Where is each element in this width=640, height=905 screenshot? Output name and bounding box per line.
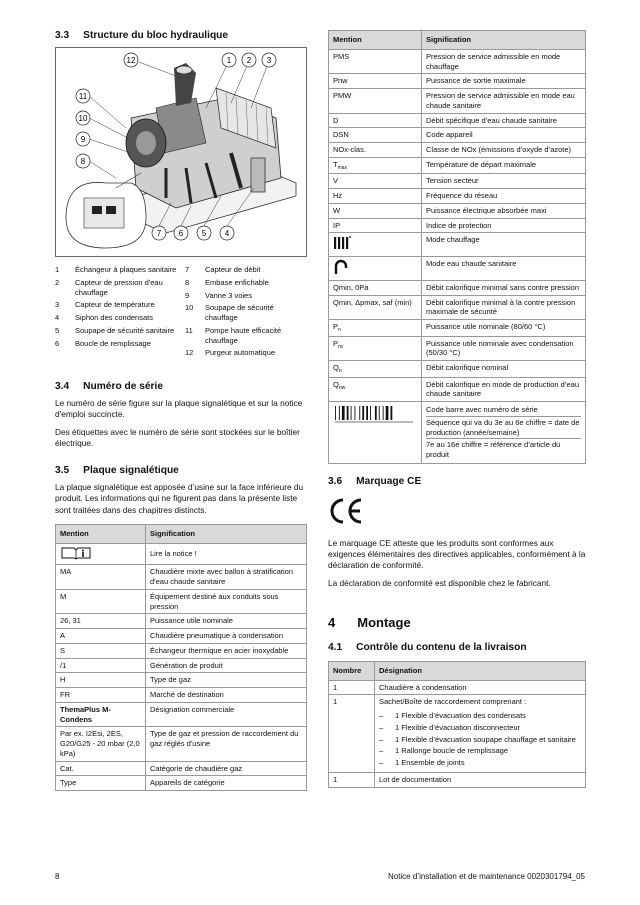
table-row <box>56 643 307 658</box>
callout-12-label: 12 <box>126 56 136 65</box>
signification-cell <box>146 688 307 703</box>
table-row <box>329 233 586 257</box>
signification-text: Puissance utile nominale <box>150 616 233 626</box>
table-row-barcode <box>329 402 586 464</box>
signification-text: Classe de NOx (émissions d’oxyde d’azote) <box>426 145 572 154</box>
legend-item: 9 Vanne 3 voies <box>185 290 252 300</box>
mention-cell <box>329 218 422 233</box>
callout-8-label: 8 <box>80 157 86 166</box>
signification-text: Pression de service admissible en mode chauffage <box>426 51 561 71</box>
table-row <box>56 629 307 644</box>
data-plate-table-continued <box>328 30 586 464</box>
mention-text: 26, 31 <box>60 616 81 626</box>
radiator-icon <box>333 244 351 253</box>
table-row <box>329 174 586 189</box>
barcode-icon <box>333 419 417 428</box>
left-column <box>55 30 307 791</box>
signification-cell <box>422 233 586 257</box>
mention-cell <box>56 776 146 791</box>
table-row <box>329 74 586 89</box>
legend-item: 1 Échangeur à plaques sanitaire <box>55 265 177 274</box>
signification-text: Tension secteur <box>426 176 479 186</box>
barcode-description-line: Code barre avec numéro de série <box>426 405 538 414</box>
mention-cell <box>329 280 422 295</box>
signification-text: Catégorie de chaudière gaz <box>150 763 243 773</box>
legend-item: 12 Purgeur automatique <box>185 348 276 358</box>
list-item <box>379 746 581 756</box>
delivery-contents-table <box>328 661 586 788</box>
signification-text: Débit calorifique en mode de production d’eau chaude sanitaire <box>426 379 580 399</box>
signification-cell <box>422 128 586 143</box>
page-number: 8 <box>55 872 60 881</box>
mention-text: /1 <box>60 660 67 670</box>
mention-cell <box>56 727 146 761</box>
mention-cell <box>56 543 146 565</box>
designation-text: Sachet/Boîte de raccordement comprenant : <box>379 697 527 707</box>
mention-text: Qmin, Δpmax, saf (min) <box>333 297 412 307</box>
mention-cell <box>329 49 422 74</box>
right-column <box>328 30 586 788</box>
signification-text: Marché de destination <box>150 690 224 700</box>
callout-9-label: 9 <box>80 135 86 144</box>
table-row <box>329 680 586 695</box>
signification-text: Code appareil <box>426 130 473 140</box>
dash-bullet: – <box>379 734 384 744</box>
mention-cell <box>329 336 422 361</box>
signification-text: Mode chauffage <box>426 235 480 245</box>
list-item <box>379 711 581 721</box>
signification-text: Pression de service admissible en mode eau chaude sanitaire <box>426 91 575 110</box>
section-3-6-heading: 3.6 Marquage CE <box>328 475 422 487</box>
callout-6-label: 6 <box>178 229 184 238</box>
legend-item: 3 Capteur de température <box>55 300 155 310</box>
mention-text: PMS <box>333 51 350 61</box>
table-row <box>329 295 586 320</box>
table-row <box>329 189 586 204</box>
signification-text: Désignation commerciale <box>150 704 235 714</box>
mention-cell <box>56 658 146 673</box>
serial-number-paragraph-2: Des étiquettes avec le numéro de série sont stockées sur le boîtier électrique. <box>55 426 300 448</box>
hydraulic-block-illustration <box>56 48 306 256</box>
signification-text: Débit calorifique nominal <box>426 363 509 372</box>
mention-cell <box>329 89 422 114</box>
signification-cell <box>146 565 307 590</box>
list-item-text: 1 Ensemble de joints <box>395 758 465 768</box>
mention-cell <box>56 688 146 703</box>
mention-text: M <box>60 591 67 601</box>
section-3-5-heading: 3.5 Plaque signalétique <box>55 465 179 477</box>
table-row <box>329 113 586 128</box>
mention-text: IP <box>333 220 341 230</box>
signification-cell <box>422 257 586 281</box>
mention-cell <box>56 629 146 644</box>
mention-text: ThemaPlus M-Condens <box>60 704 111 724</box>
table-row <box>56 543 307 565</box>
signification-text: Échangeur thermique en acier inoxydable <box>150 645 289 655</box>
mention-text: Qmin, 0Pa <box>333 282 369 292</box>
mention-cell <box>56 761 146 776</box>
signification-text: Puissance utile nominale avec condensation (50/30 °C) <box>426 338 574 358</box>
mention-text: Q <box>333 363 339 372</box>
signification-cell <box>146 673 307 688</box>
legend-item: 4 Siphon des condensats <box>55 313 153 322</box>
data-plate-paragraph: La plaque signalétique est apposée d’usine sur la face inférieure du produit. Les informations qui ne figurent pas dans la présente liste sont traitées dans des chapitres distincts. <box>55 482 304 515</box>
callout-1-label: 1 <box>226 56 232 65</box>
signification-text: Mode eau chaude sanitaire <box>426 259 517 268</box>
mention-text: Cat. <box>60 763 74 773</box>
quantity-cell: 1 <box>329 680 375 695</box>
mention-cell <box>56 643 146 658</box>
table-row <box>329 49 586 74</box>
barcode-description-line: Séquence qui va du 3e au 6e chiffre = date de production (année/semaine) <box>426 417 580 437</box>
signification-text: Fréquence du réseau <box>426 191 498 200</box>
signification-text: Génération de produit <box>150 660 223 670</box>
mention-subscript: nw <box>338 384 346 391</box>
callout-7-label: 7 <box>156 229 162 238</box>
mention-text: A <box>60 631 66 641</box>
callout-5-label: 5 <box>201 229 207 238</box>
signification-text: Équipement destiné aux conduits sous pression <box>150 591 279 611</box>
table-row <box>56 673 307 688</box>
designation-cell <box>375 772 586 787</box>
mention-cell <box>329 113 422 128</box>
legend-col-1 <box>55 265 177 361</box>
mention-text: V <box>333 176 339 186</box>
mention-cell <box>329 295 422 320</box>
mention-text: MA <box>60 567 72 577</box>
list-item-text: 1 Flexible d’évacuation soupape chauffage et sanitaire <box>395 734 576 744</box>
dash-bullet: – <box>379 722 384 732</box>
signification-text: Type de gaz et pression de raccordement du gaz réglés d'usine <box>150 729 299 749</box>
signification-cell <box>146 614 307 629</box>
callout-3-label: 3 <box>266 56 272 65</box>
table-row <box>329 257 586 281</box>
table-row <box>56 776 307 791</box>
mention-cell <box>329 74 422 89</box>
legend-item: 6 Boucle de remplissage <box>55 338 151 348</box>
mention-cell <box>329 174 422 189</box>
col-header-signification: Signification <box>422 31 586 50</box>
callout-4-label: 4 <box>224 229 230 238</box>
list-item-text: 1 Flexible d’évacuation disconnecteur <box>395 722 521 732</box>
signification-cell <box>146 727 307 761</box>
signification-cell <box>422 174 586 189</box>
signification-cell <box>422 377 586 402</box>
callout-10-label: 10 <box>78 114 88 123</box>
section-3-3-heading: 3.3 Structure du bloc hydraulique <box>55 30 229 41</box>
contents-list <box>379 711 581 768</box>
table-row <box>329 280 586 295</box>
signification-cell <box>146 776 307 791</box>
mention-text: T <box>333 159 338 169</box>
signification-cell <box>422 280 586 295</box>
designation-cell <box>375 695 586 773</box>
ce-paragraph-2: La déclaration de conformité est disponible chez le fabricant. <box>328 577 551 588</box>
signification-text: Débit calorifique minimal à la contre pression maximale de sécurité <box>426 297 576 317</box>
mention-text: DSN <box>333 130 349 140</box>
designation-text: Lot de documentation <box>379 774 452 784</box>
legend-item: 8 Embase enfichable <box>185 277 269 287</box>
signification-cell <box>422 361 586 378</box>
dash-bullet: – <box>379 711 384 721</box>
mention-subscript: max <box>337 164 348 171</box>
mention-cell <box>329 377 422 402</box>
table-row <box>56 565 307 590</box>
signification-text: Chaudière mixte avec ballon à stratification d'eau chaude sanitaire <box>150 567 293 587</box>
col-header-designation: Désignation <box>375 661 586 680</box>
signification-cell <box>422 218 586 233</box>
data-plate-table <box>55 524 307 791</box>
signification-cell <box>146 543 307 565</box>
quantity-cell: 1 <box>329 695 375 773</box>
legend-item: 11 Pompe haute efficacité chauffage <box>185 325 282 345</box>
legend-item: 2 Capteur de pression d'eau chauffage <box>55 277 163 297</box>
table-row <box>329 143 586 158</box>
signification-text: Puissance de sortie maximale <box>426 76 526 86</box>
designation-text: Chaudière à condensation <box>379 682 467 692</box>
mention-text: FR <box>60 690 70 700</box>
col-header-signification: Signification <box>146 524 307 543</box>
signification-cell <box>422 89 586 114</box>
table-row <box>56 702 307 727</box>
table-row <box>56 688 307 703</box>
signification-cell <box>146 589 307 614</box>
signification-text: Type de gaz <box>150 675 191 685</box>
mention-cell <box>329 257 422 281</box>
quantity-cell: 1 <box>329 772 375 787</box>
signification-cell <box>422 113 586 128</box>
mention-text: D <box>333 115 339 125</box>
signification-cell <box>422 320 586 337</box>
mention-text: H <box>60 675 66 685</box>
signification-cell <box>146 702 307 727</box>
mention-text: Type <box>60 778 77 788</box>
mention-text: Q <box>333 379 339 389</box>
signification-text: Chaudière pneumatique à condensation <box>150 631 284 641</box>
mention-cell <box>329 361 422 378</box>
table-row <box>329 128 586 143</box>
dash-bullet: – <box>379 746 384 756</box>
mention-cell <box>56 614 146 629</box>
table-row <box>329 218 586 233</box>
signification-text: Indice de protection <box>426 220 492 230</box>
dash-bullet: – <box>379 758 384 768</box>
signification-cell <box>422 295 586 320</box>
list-item <box>379 735 581 745</box>
table-row <box>329 203 586 218</box>
mention-cell <box>56 565 146 590</box>
serial-number-paragraph-1: Le numéro de série figure sur la plaque signalétique et sur la notice d'emploi succincte. <box>55 398 303 420</box>
book-info-icon <box>60 553 94 562</box>
signification-cell <box>146 658 307 673</box>
mention-cell <box>56 702 146 727</box>
signification-cell <box>422 74 586 89</box>
col-header-nombre: Nombre <box>329 661 375 680</box>
table-row <box>329 89 586 114</box>
list-item <box>379 723 581 733</box>
signification-text: Lire la notice ! <box>150 549 197 559</box>
signification-cell <box>422 49 586 74</box>
signification-cell <box>422 143 586 158</box>
mention-cell <box>329 143 422 158</box>
legend-item: 10 Soupape de sécurité chauffage <box>185 303 274 322</box>
ce-paragraph-1: Le marquage CE atteste que les produits sont conformes aux exigences élémentaires des directives applicables, conformément à la déclaration de conformité. <box>328 537 586 571</box>
table-row <box>56 761 307 776</box>
signification-cell <box>422 189 586 204</box>
barcode-description-line: 7e au 16e chiffre = référence d’article du produit <box>426 438 581 461</box>
table-row <box>329 377 586 402</box>
signification-text: Débit calorifique minimal sans contre pression <box>426 282 579 292</box>
designation-cell <box>375 680 586 695</box>
table-row <box>56 614 307 629</box>
signification-text: Puissance électrique absorbée maxi <box>426 205 547 215</box>
mention-subscript: n <box>338 368 342 374</box>
mention-cell <box>329 157 422 174</box>
section-3-4-heading: 3.4 Numéro de série <box>55 381 164 392</box>
col-header-mention: Mention <box>329 31 422 50</box>
mention-text: P <box>333 322 339 331</box>
legend-item: 7 Capteur de débit <box>185 265 261 274</box>
mention-cell <box>329 203 422 218</box>
section-4-heading: 4 Montage <box>328 614 411 630</box>
mention-cell <box>329 189 422 204</box>
legend-col-2 <box>185 265 307 361</box>
table-row <box>329 695 586 773</box>
mention-text: NOx-clas. <box>333 145 366 154</box>
tap-icon <box>333 268 351 277</box>
callout-11-label: 11 <box>78 92 88 101</box>
signification-cell <box>422 157 586 174</box>
mention-cell <box>329 402 422 464</box>
signification-text: Débit spécifique d’eau chaude sanitaire <box>426 115 557 125</box>
mention-cell <box>56 673 146 688</box>
table-row <box>329 772 586 787</box>
table-row <box>329 336 586 361</box>
table-row <box>56 658 307 673</box>
signification-cell <box>146 629 307 644</box>
hydraulic-block-figure <box>55 47 307 257</box>
mention-text: Par ex. I2Esi, 2ES, G20/G25 - 20 mbar (2,0 kPa) <box>60 729 140 758</box>
table-row <box>329 361 586 378</box>
section-4-1-heading: 4.1 Contrôle du contenu de la livraison <box>328 641 527 653</box>
mention-text: PMW <box>333 91 352 100</box>
list-item-text: 1 Flexible d’évacuation des condensats <box>395 711 526 721</box>
list-item-text: 1 Rallonge boucle de remplissage <box>395 746 508 756</box>
mention-subscript: n <box>338 327 341 333</box>
mention-cell <box>56 589 146 614</box>
list-item <box>379 758 581 768</box>
signification-cell <box>422 402 586 464</box>
mention-cell <box>329 128 422 143</box>
mention-cell <box>329 233 422 257</box>
mention-text: P <box>333 338 339 348</box>
signification-text: Puissance utile nominale (80/60 °C) <box>426 322 546 331</box>
table-row <box>329 320 586 337</box>
mention-text: W <box>333 205 341 215</box>
document-reference: Notice d’installation et de maintenance 0020301794_05 <box>387 872 585 881</box>
table-row <box>329 157 586 174</box>
signification-cell <box>422 203 586 218</box>
signification-cell <box>422 336 586 361</box>
callout-2-label: 2 <box>246 56 252 65</box>
mention-cell <box>329 320 422 337</box>
col-header-mention: Mention <box>56 524 146 543</box>
mention-text: Hz <box>333 191 343 200</box>
figure-legend <box>55 265 307 361</box>
legend-item: 5 Soupape de sécurité sanitaire <box>55 325 175 335</box>
signification-text: Appareils de catégorie <box>150 778 225 788</box>
signification-text: Température de départ maximale <box>426 159 537 169</box>
table-row <box>56 589 307 614</box>
signification-cell <box>146 643 307 658</box>
mention-text: S <box>60 645 66 655</box>
signification-cell <box>146 761 307 776</box>
mention-subscript: nc <box>338 343 344 350</box>
ce-mark-icon <box>328 497 364 525</box>
table-row <box>56 727 307 761</box>
mention-text: Pnw <box>333 76 348 86</box>
